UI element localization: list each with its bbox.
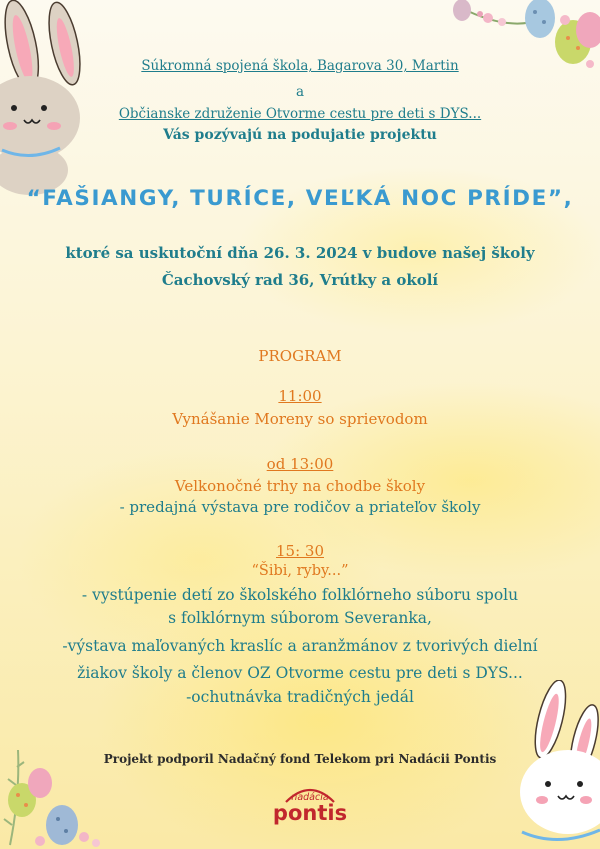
program-item-3-line-3: s folklórnym súborom Severanka, <box>168 609 432 627</box>
program-item-3-line-2: - vystúpenie detí zo školského folklórneho súboru spolu <box>81 586 519 604</box>
program-item-3-line-5: žiakov školy a členov OZ Otvorme cestu pre deti s DYS... <box>77 664 523 682</box>
pontis-logo <box>270 780 350 840</box>
conjunction: a <box>295 84 305 100</box>
sponsor-text: Projekt podporil Nadačný fond Telekom pri Nadácii Pontis <box>103 752 497 766</box>
program-item-3-line-1: “Šibi, ryby...” <box>251 563 349 579</box>
program-item-2-line-1: Velkonočné trhy na chodbe školy <box>174 477 426 495</box>
logo-arc-icon <box>270 780 350 810</box>
association-name: Občianske združenie Otvorme cestu pre deti s DYS... <box>118 106 482 122</box>
program-time-1: 11:00 <box>278 387 322 405</box>
invite-text: Vás pozývajú na podujatie projektu <box>163 127 437 143</box>
logo-small-text: nadácia <box>291 792 329 803</box>
program-item-3-line-6: -ochutnávka tradičných jedál <box>186 688 414 706</box>
program-item-3-line-4: -výstava maľovaných kraslíc a aranžmánov z tvorivých dielní <box>62 637 538 655</box>
program-item-1-line-1: Vynášanie Moreny so sprievodom <box>172 410 428 428</box>
logo-big-text: pontis <box>272 801 348 825</box>
event-date-line: ktoré sa uskutoční dňa 26. 3. 2024 v budove našej školy <box>65 244 535 262</box>
event-place-line: Čachovský rad 36, Vrútky a okolí <box>161 271 439 289</box>
program-item-2-line-2: - predajná výstava pre rodičov a priateľov školy <box>119 498 481 516</box>
school-name: Súkromná spojená škola, Bagarova 30, Martin <box>141 58 459 74</box>
bunny-top-left-icon <box>0 0 120 200</box>
event-title: “FAŠIANGY, TURÍCE, VEĽKÁ NOC PRÍDE”, <box>26 186 574 211</box>
program-heading: PROGRAM <box>258 347 342 365</box>
program-time-3: 15: 30 <box>276 542 324 560</box>
program-time-2: od 13:00 <box>266 455 334 473</box>
easter-eggs-top-right-icon <box>440 0 600 90</box>
